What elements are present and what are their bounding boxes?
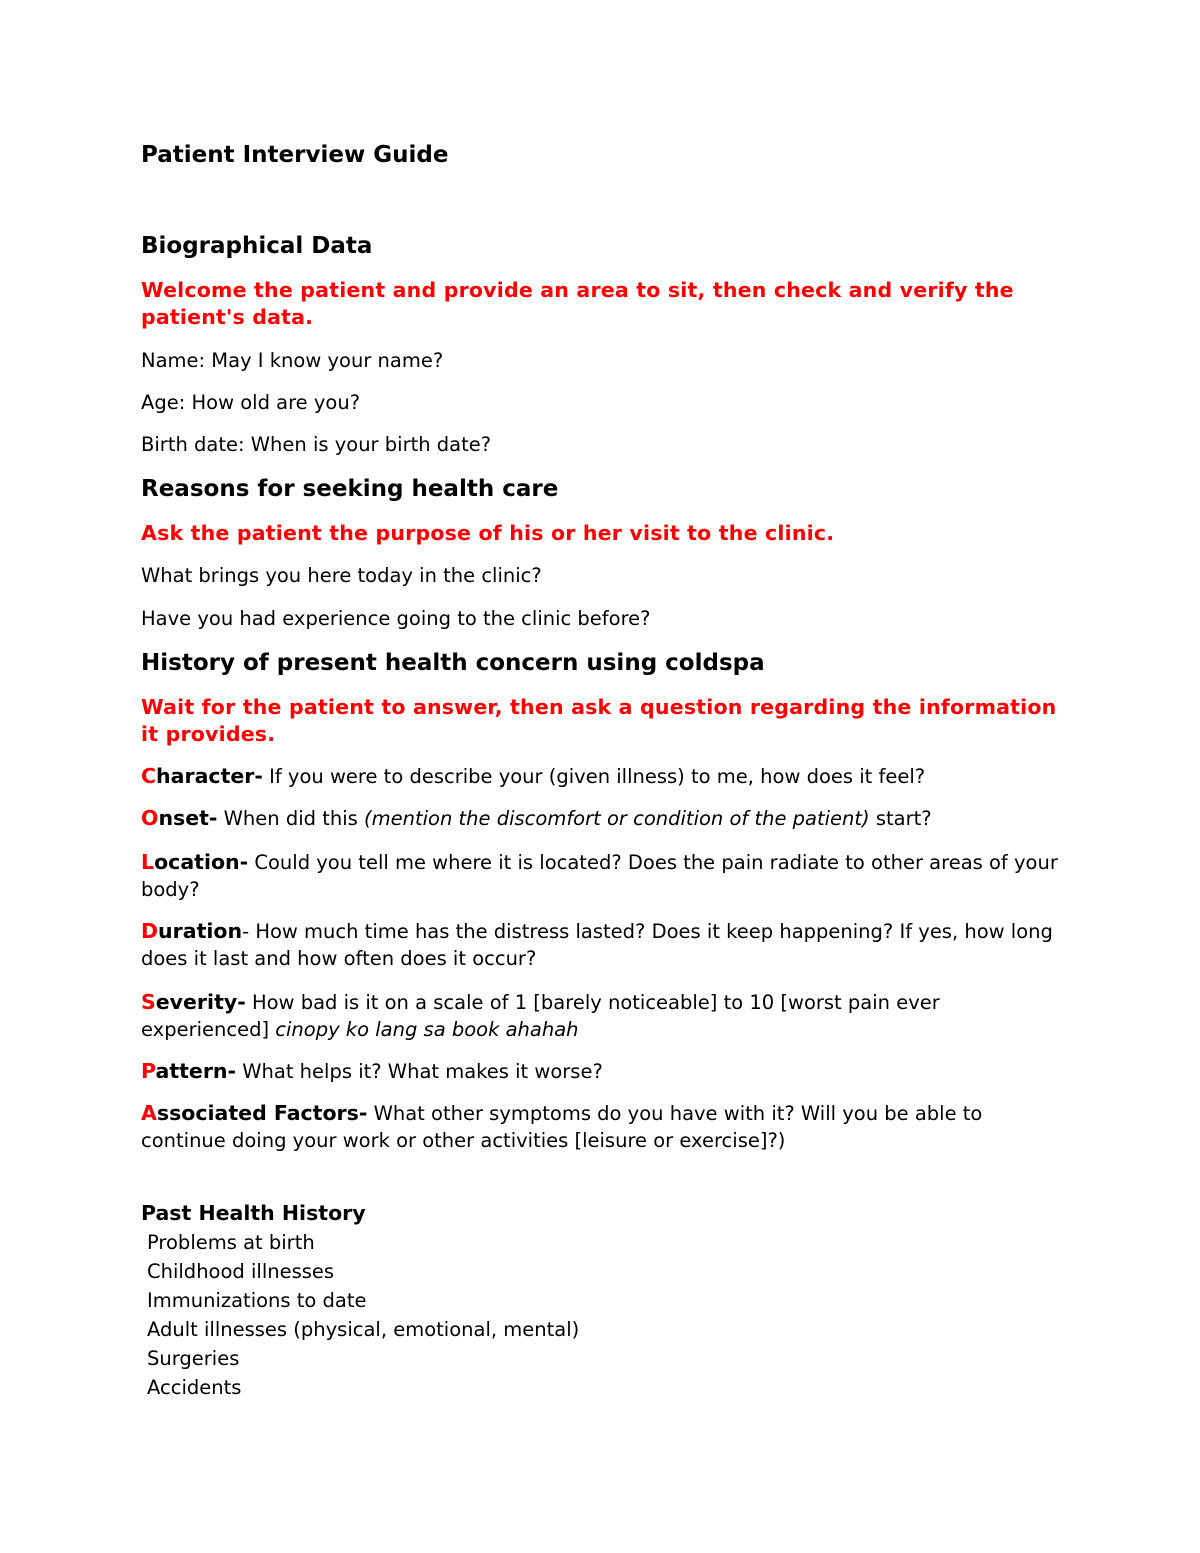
coldspa-text: If you were to describe your (given illness) to me, how does it feel? [262,765,926,788]
coldspa-text: How bad is it on a scale of 1 [barely noticeable] to 10 [worst pain ever experienced] [141,991,940,1041]
coldspa-label: uration [158,919,243,943]
reasons-instruction: Ask the patient the purpose of his or her visit to the clinic. [141,521,835,545]
coldspa-label: haracter- [156,764,263,788]
history-heading: History of present health concern using coldspa [141,650,765,676]
coldspa-character [141,763,1061,790]
coldspa-letter: C [141,764,157,788]
list-item: Surgeries [147,1347,240,1370]
question-previous-experience: Have you had experience going to the clinic before? [141,607,651,630]
coldspa-letter: O [141,806,159,830]
coldspa-text: When did this [217,807,364,830]
coldspa-label: ssociated Factors- [156,1101,368,1125]
coldspa-text: What helps it? What makes it worse? [236,1060,603,1083]
coldspa-label: ocation- [154,850,249,874]
coldspa-letter: A [141,1101,157,1125]
reasons-heading: Reasons for seeking health care [141,476,559,502]
coldspa-letter: S [141,990,156,1014]
coldspa-text: What other symptoms do you have with it? Will you be able to continue doing your work or other activities [leisure or exercise]?) [141,1102,983,1152]
question-age: Age: How old are you? [141,391,361,414]
question-birth-date: Birth date: When is your birth date? [141,433,492,456]
coldspa-letter: P [141,1059,156,1083]
question-name: Name: May I know your name? [141,349,444,372]
document-title: Patient Interview Guide [141,142,449,168]
coldspa-letter: D [141,919,159,943]
coldspa-text: Could you tell me where it is located? Does the pain radiate to other areas of your body? [141,851,1058,901]
list-item: Childhood illnesses [147,1260,335,1283]
coldspa-label: attern- [155,1059,237,1083]
coldspa-duration [141,918,1061,972]
coldspa-text: start? [869,807,932,830]
past-history-heading: Past Health History [141,1201,366,1225]
coldspa-label: nset- [158,806,218,830]
list-item: Adult illnesses (physical, emotional, mental) [147,1318,580,1341]
coldspa-location [141,849,1061,903]
coldspa-label: everity- [155,990,246,1014]
coldspa-associated-factors [141,1100,1061,1154]
coldspa-onset [141,805,1061,832]
history-instruction: Wait for the patient to answer, then ask a question regarding the information it provides. [141,695,1057,746]
list-item: Immunizations to date [147,1289,367,1312]
coldspa-italic-text: (mention the discomfort or condition of the patient) [364,807,870,830]
coldspa-severity [141,989,1061,1043]
past-history-list [147,1228,579,1402]
coldspa-letter: L [141,850,155,874]
list-item: Accidents [147,1376,242,1399]
coldspa-text: - How much time has the distress lasted? Does it keep happening? If yes, how long does it last and how often does it occur? [141,920,1053,970]
list-item: Problems at birth [147,1231,315,1254]
coldspa-pattern [141,1058,1061,1085]
question-brings-you-here: What brings you here today in the clinic? [141,564,542,587]
biographical-instruction: Welcome the patient and provide an area to sit, then check and verify the patient's data. [141,278,1014,329]
biographical-heading: Biographical Data [141,233,373,259]
coldspa-italic-text: cinopy ko lang sa book ahahah [275,1018,579,1041]
